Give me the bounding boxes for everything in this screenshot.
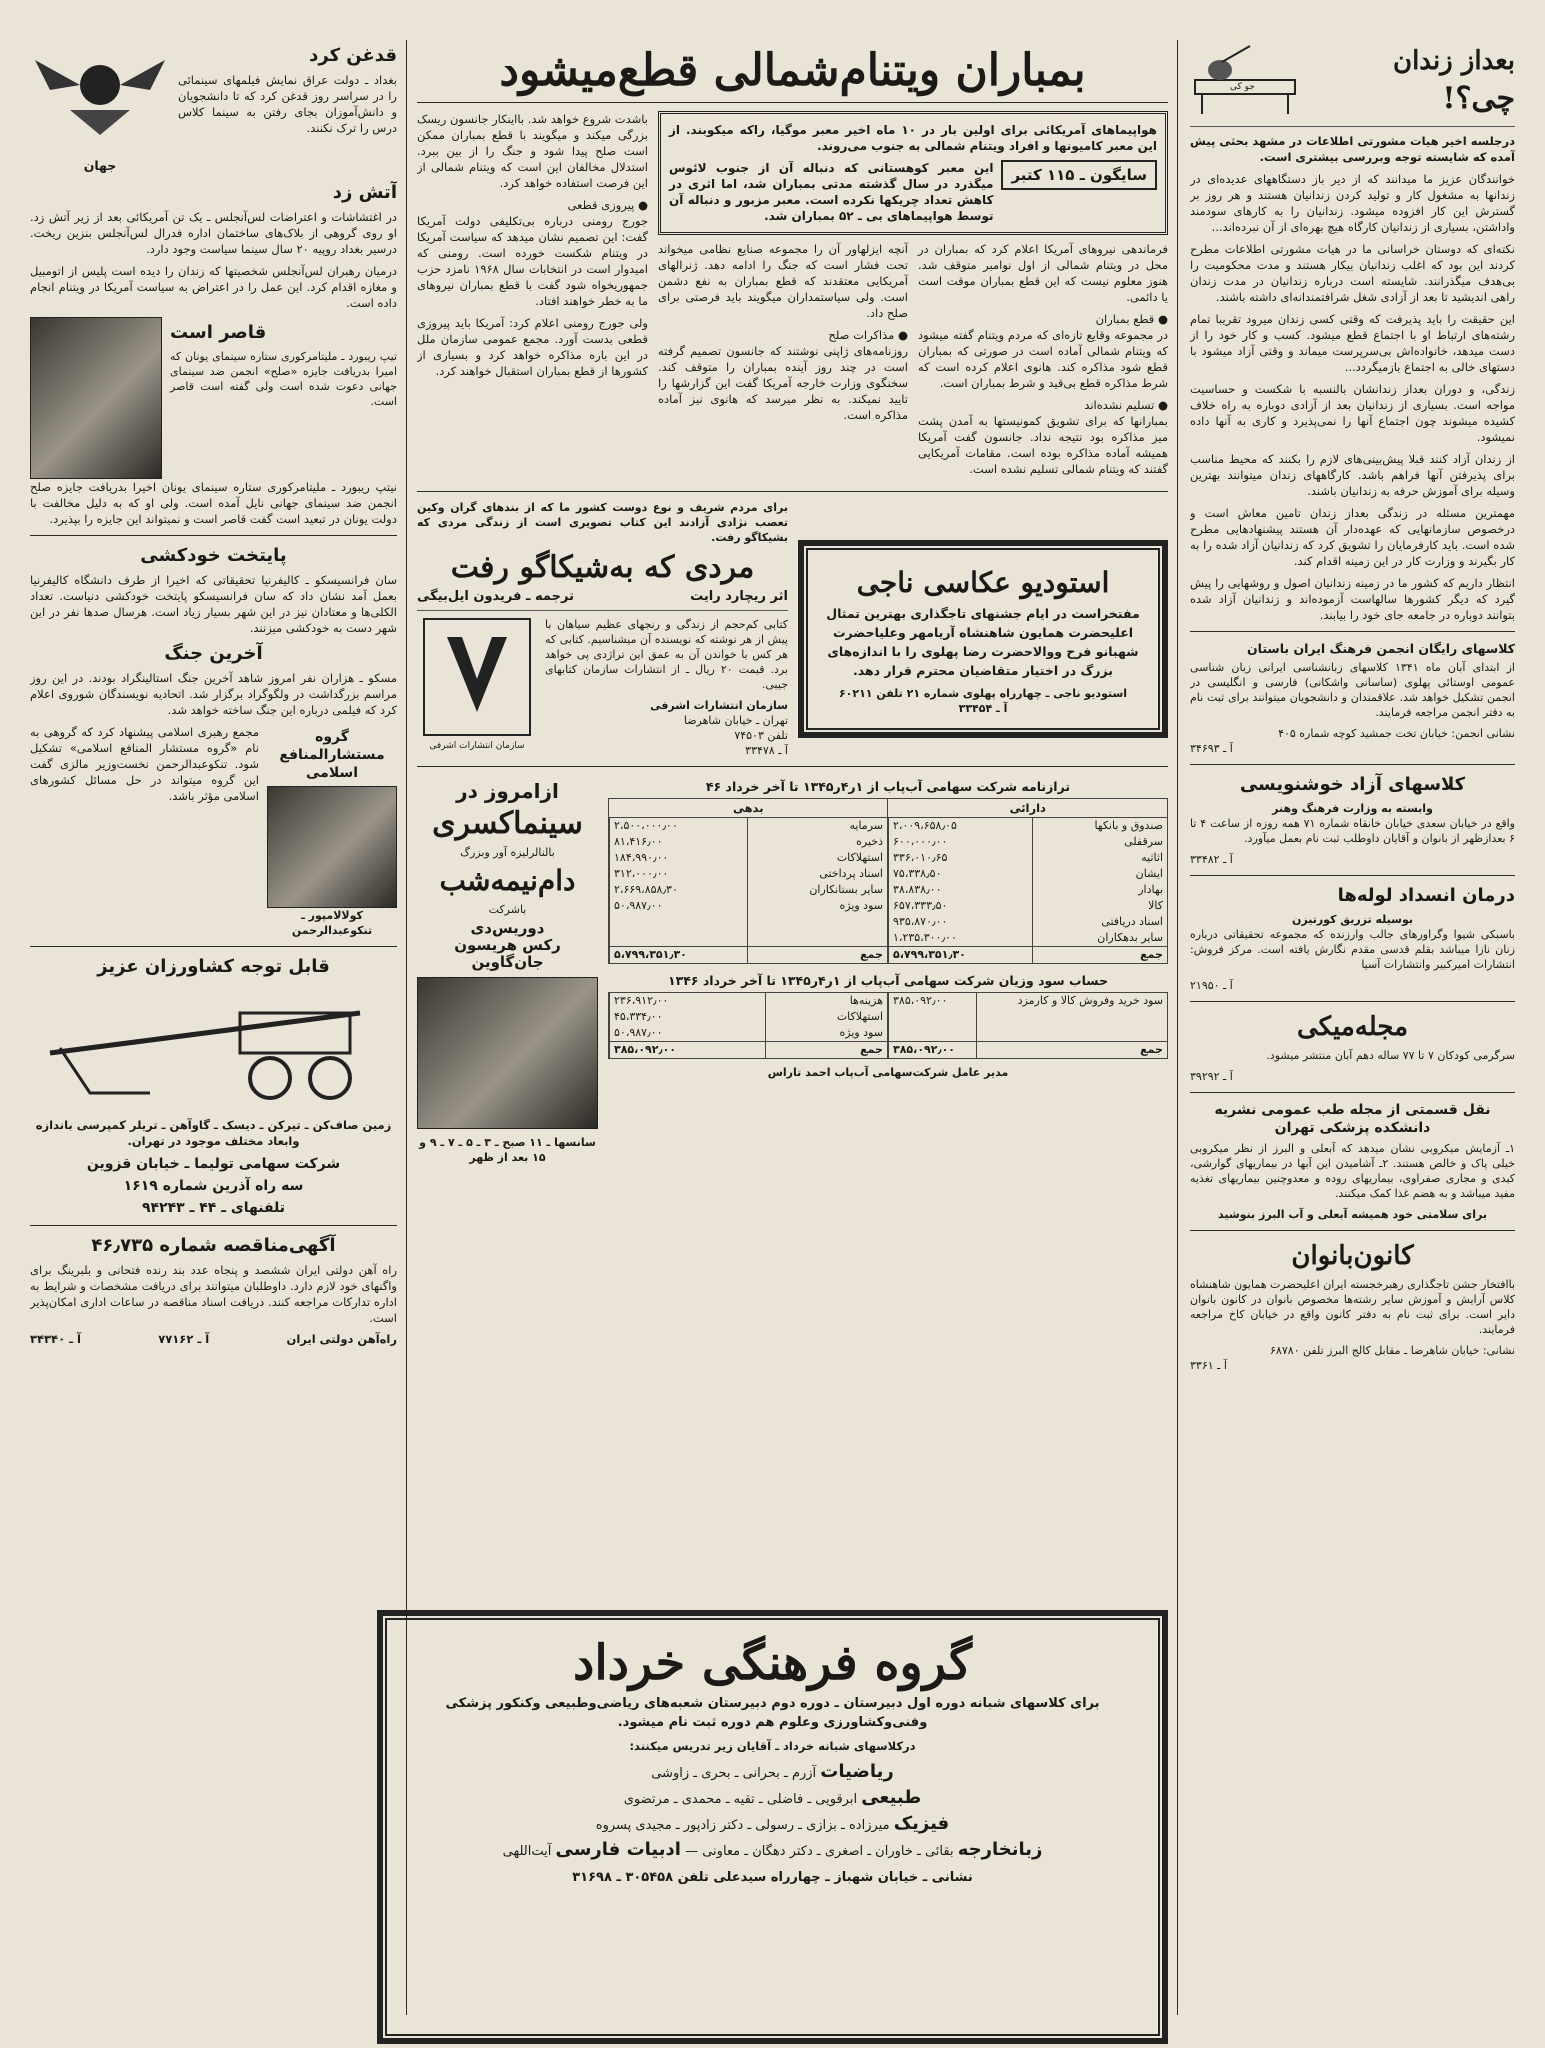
mostashar-body: مجمع رهبری اسلامی پیشنهاد کرد که گروهی به نام «گروه مستشار المنافع اسلامی» تشکیل شود. تنکوعبدالرحمن نخست‌وزیر مالزی گفت این گروه میتواند در حل مسائل کشورهای اسلامی مؤثر باشد. [30,725,259,803]
subject-persian: ادبیات فارسی [555,1839,681,1860]
farhang-title: کلاسهای رایگان انجمن فرهنگ ایران باستان [1246,641,1515,656]
stars-label: باشرکت [488,903,527,916]
khoshnevisi-title: کلاسهای آزاد خوشنویسی [1239,774,1466,795]
khordad-ad: گروه فرهنگی خرداد برای کلاسهای شبانه دوره اول دبیرستان ـ دوره دوم دبیرستان شعبه‌های ریاضی‌وطبیعی وکنکور پزشکی وفنی‌وکشاورزی وعلوم هم دوره ثبت نام میشود. درکلاسهای شبانه خرداد ـ آقایان زیر تدریس میکنند: ریاضیات آزرم ـ بحرانی ـ بحری ـ زاوشی طبیعی ابرقویی ـ فاضلی ـ تقیه ـ محمدی ـ مرتضوی فیزیک میرزاده ـ بزازی ـ رسولی ـ دکتر زادپور ـ مجیدی پسروه زبانخارجه بقائی ـ خاوران ـ اصغری ـ دکتر دهگان ـ معاونی — ادبیات فارسی آیت‌اللهی نشانی ـ خیابان شهباز ـ چهارراه سیدعلی تلفن ۳۰۵۴۵۸ ـ ۳۱۶۹۸ [377,1610,1168,2044]
paytakht-body: سان فرانسیسکو ـ کالیفرنیا تحقیقاتی که اخیرا از طرف دانشگاه کالیفرنیا بعمل آمد نشان داد که سان فرانسیسکو پایتخت خودکشی دنیاست. تعداد الکلی‌ها و معتادان نیز در این شهر بسیار زیاد است. هرسال صدها نفر در این شهر دست به خودکشی میزنند. [30,573,397,635]
pl-title: حساب سود وزیان شرکت سهامی آب‌پاب از ۱ر۴ر۱۳۴۵ تا آخر خرداد ۱۳۴۶ [668,973,1108,988]
balance-credit [609,799,888,963]
khoshnevisi-sub: وابسته به وزارت فرهنگ وهنر [1272,802,1433,815]
subject-math: ریاضیات [820,1761,894,1782]
chicago-publisher: سازمان انتشارات اشرفی [650,699,788,712]
keshavarz-addr: سه راه آذرین شماره ۱۶۱۹ [123,1178,304,1194]
table-row-total: جمع ۵،۷۹۹،۳۵۱٫۳۰ [889,947,1168,964]
zendan-p5: زندگی، و دوران بعداز زندانشان بالنسبه با شکست و حساسیت مواجه است. بسیاری از زندانیان بعد از آزادی دوباره به راه خلاف کشیده میشوند چون اجتماع آنها را نمی‌پذیرد و کاری به آنها داده نمیشود. [1190,382,1515,444]
balance-credit-header: بدهی [610,799,888,818]
chicago-author: اثر ریچارد رایت [690,589,788,604]
zendan-subtitle: چی؟! [1442,81,1515,116]
film-title: دام‌نیمه‌شب [439,864,576,897]
mostashar-title: گروه مستشارالمنافع اسلامی [279,729,385,781]
table-row: صندوق و بانکها ۲،۰۰۹،۶۵۸٫۰۵ [889,818,1168,835]
table-row: سود ویژه ۵۰،۹۸۷٫۰۰ [610,898,888,914]
majale-code: آ ـ ۳۹۲۹۲ [1190,1070,1233,1083]
khoshnevisi-body: واقع در خیابان سعدی خیابان خانقاه شماره ۷۱ همه روزه از ساعت ۴ تا ۶ بعدازظهر از بانوان و آقایان داوطلب ثبت نام بعمل میآورد. [1190,817,1515,845]
news-sidebox [658,111,1168,235]
jang-title: آخرین جنگ [164,643,263,664]
atash-title: آتش زد [332,182,397,203]
balance-debit-header: دارائی [889,799,1168,818]
kanoon-code: آ ـ ۳۳۶۱ [1190,1359,1227,1372]
kanoon-title: کانون‌بانوان [1291,1241,1414,1271]
cinema-name: سینماکسری [432,806,583,841]
balance-debit [888,799,1167,963]
zendan-title: بعداز زندان [1392,46,1515,76]
studio-ad [798,540,1168,738]
film-photo [417,977,598,1129]
keshavarz-body: زمین صاف‌کن ـ تیرکن ـ دیسک ـ گاوآهن ـ تریلر کمپرسی باندازه وابعاد مختلف موجود در تهران. [35,1118,392,1148]
table-row: سرمایه ۲،۵۰۰،۰۰۰٫۰۰ [610,818,888,835]
loole-body: باسبکی شیوا وگراورهای جالب وارزنده که مجموعه تحقیقاتی درباره زنان نازا میباشد بقلم قدسی مقدم نگارش یافته است. مرکز فروش: انتشارات امیرکبیر وانتشارات آسیا [1190,928,1515,971]
zendan-p7: مهمترین مسئله در زندگی بعداز زندان تامین معاش است و درخصوص سازمانهایی که عهده‌دار آن هستند پیشنهادهایی مطرح شده است. باید کارفرمایان را تشویق کرد که زندانیان آزاد شده را به کار بگیرند و وزارت کار در این زمینه اقدام کند. [1190,506,1515,568]
mercouri-photo [30,317,162,479]
loole-sub: بوسیله تزریق کورتیزن [1292,913,1413,926]
table-row: هزینه‌ها ۲۳۶،۹۱۲٫۰۰ [610,993,888,1009]
mostashar-caption: کولالامپور ـ تنکوعبدالرحمن [291,909,373,937]
table-row: اثاثیه ۳۳۶،۰۱۰٫۶۵ [889,850,1168,866]
zendan-p2: خوانندگان عزیز ما میدانند که از دیر باز دستگاههای عدیده‌ای در زندانها به مشغول کار و تولید کردن زندانیان هستند و هر روز بر گسترش این کار افزوده میشود. زندانیان را به کارهای سودمند واداشتن، بسیاری از زندانیان کارگاه هیچ بهره‌ای از آن نبرده‌اند... [1190,172,1515,234]
publisher-logo-icon [422,617,532,737]
left-column [30,40,397,2015]
cinema-ad [417,775,598,1165]
subject-lang: زبانخارجه [957,1839,1043,1860]
table-row: ذخیره ۸۱،۴۱۶٫۰۰ [610,834,888,850]
tebb-body: ۱ـ آزمایش میکروبی نشان میدهد که آبعلی و البرز از نظر میکروبی خیلی پاک و خالص هستند. ۲ـ آشامیدن این آبها در بیماریهای گوارشی، کبدی و مجاری صفراوی، بیماریهای روده و معدوچنین بیماریهای تغذیه مفید میباشد و به هضم غذا کمک میکنند. [1190,1142,1515,1200]
pl-table [608,992,1168,1059]
publisher-logo [417,617,537,758]
logo-text: سازمان انتشارات اشرفی [429,741,525,751]
chicago-body: کتابی کم‌حجم از زندگی و رنجهای عظیم سیاهان با پیش از هر نوشته که نویسنده آن میشناسیم. کتابی که هر کس با خواندن آن به عمق این تراژدی پی خواهد برد. قیمت ۲۰ ریال ـ از انتشارات سازمان کتابهای جیبی. [545,618,788,691]
cinema-l3: بالنالرلیزه آور وبزرگ [460,846,555,859]
table-row: اسناد پرداختی ۳۱۲،۰۰۰٫۰۰ [610,866,888,882]
qaser-body: نیتپ ریبورد ـ ملیتامرکوری ستاره سینمای یونان اخیرا بدریافت جایزه صلح انجمن ضد سینمای جهانی نایل آمده است. ولی او که به دلیل مخالفت با دولت یونان در تبعید است گفت قاصر است و نمیتواند این جایزه را بپذیرد. [30,480,397,526]
loole-title: درمان انسداد لوله‌ها [1337,885,1515,906]
keshavarz-title: قابل توجه کشاورزان عزیز [97,956,330,977]
table-row: سایر بدهکاران ۱،۲۳۵،۳۰۰٫۰۰ [889,930,1168,947]
teachers-physics: میرزاده ـ بزازی ـ رسولی ـ دکتر زادپور ـ مجیدی پسروه [595,1818,890,1833]
sidebox-p2: این معبر کوهستانی که دنباله آن از جنوب لائوس میگذرد در سال گذشته مدتی بمباران شد، اما اثری در کاهش تعداد چریکها نکرده است. معبر مزبور و دنباله آن توسط هواپیماهای بی ـ ۵۲ بمباران شد. [669,161,994,223]
chicago-addr: تهران ـ خیابان شاهرضا [683,714,788,727]
land-leveler-icon [30,983,397,1113]
cinema-l1: ازامروز در [456,779,559,803]
table-row: استهلاکات ۱۸۴،۹۹۰٫۰۰ [610,850,888,866]
zendan-p3: نکته‌ای که دوستان خراسانی ما در هیات مشورتی اطلاعات مطرح کردند این بود که اغلب زندانیان بیکار هستند و مدت محکومیت را بی‌هدف میگذرانند. شایسته است درباره زندانیان در مدت زندان راهی اندیشید تا بعد از آزادی شغل شرافتمندانه‌ای داشته باشند. [1190,242,1515,304]
news-col-7: ● تسلیم نشده‌اند بمبارانها که برای تشویق کمونیستها به آمدن پشت میز مذاکره بود نتیجه نداد. جانسون گفت آمریکا همیشه آماده مذاکره بوده است. مقامات آمریکایی گفتند که ویتنام شمالی تسلیم نشده است. [918,398,1168,476]
studio-code: آ ـ ۳۳۴۵۴ [958,702,1008,715]
chicago-translator: ترجمه ـ فریدون ایل‌بیگی [417,589,574,604]
zendan-p4: این حقیقت را باید پذیرفت که وقتی کسی زندان میرود تقریبا تمام رشته‌های ارتباط او با اجتماع قطع میشود. کسب و کار خود را از دست میدهد، خانواده‌اش بی‌سرپرست میماند و وقتی آزاد میشود با دستهای خالی به اجتماع بازمیگردد... [1190,312,1515,374]
studio-addr: استودیو ناجی ـ چهارراه پهلوی شماره ۲۱ تلفن ۶۰۲۱۱ [838,687,1128,700]
table-row: اسناد دریافتی ۹۳۵،۸۷۰٫۰۰ [889,914,1168,930]
khordad-l2: درکلاسهای شبانه خرداد ـ آقایان زیر تدریس میکنند: [629,1739,916,1753]
qaser-title: قاصر است [170,322,267,343]
jang-body: مسکو ـ هزاران نفر امروز شاهد آخرین جنگ استالینگراد بودند. در این روز مراسم بزرگداشت در ولگوگراد برگزار شد. اتحادیه نویسندگان شوروی اعلام کرد که فیلمی درباره این جنگ ساخته خواهد شد. [30,671,397,717]
farhang-body: از ابتدای آبان ماه ۱۳۴۱ کلاسهای زبانشناسی ایرانی زبان شناسی عمومی اوستائی پهلوی (ساسانی واشکانی) فارسی و انگلیسی در انجمن تشکیل خواهد شد. علاقمندان و دانشجویان میتوانند برای ثبت نام به دفتر انجمن مراجعه فرمایند. [1190,661,1515,719]
balance-table [608,798,1168,964]
qadaghan-title: قدغن کرد [309,45,397,66]
monaqese-code: آ ـ ۳۴۳۴۰ [30,1332,81,1346]
news-col-0: باشدت شروع خواهد شد. بااینکار جانسون ریسک بزرگی میکند و میگویند با قطع بمباران ممکن است صلح پیدا شود و جنگ را از بین ببرد. استدلال مخالفان این است که ویتنام شمالی از این فرصت استفاده خواهد کرد. [417,112,648,190]
zendan-p8: انتظار داریم که کشور ما در زمینه زندانیان اصول و روشهایی را پیش گیرد که دیگر کشورها سالهاست آزموده‌اند و زندانیان آزاد شده بتوانند دوباره در جامعه جای خود را بیابند. [1190,576,1515,622]
table-row: سود خرید وفروش کالا و کارمزد ۳۸۵،۰۹۲٫۰۰ [889,993,1168,1009]
teachers-lang: بقائی ـ خاوران ـ اصغری ـ دکتر دهگان ـ معاونی [702,1844,954,1859]
cinema-times: سانسها ـ ۱۱ صبح ـ ۳ ـ ۵ ـ ۷ ـ ۹ و ۱۵ بعد از ظهر [419,1136,596,1164]
pl-signed: مدیر عامل شرکت‌سهامی آب‌پاب احمد تاراس [767,1066,1009,1079]
tebb-slogan: برای سلامتی خود همیشه آبعلی و آب البرز بنوشید [1217,1208,1488,1221]
table-row: سود ویژه ۵۰،۹۸۷٫۰۰ [610,1025,888,1042]
farhang-addr: نشانی انجمن: خیابان تخت جمشید کوچه شماره ۴۰۵ [1278,727,1515,740]
zendan-p6: از زندان آزاد کنند قبلا پیش‌بینی‌های لازم را بکنند که محیط مناسب برای پذیرفتن آنها فراهم باشد. کارگاههای زندان میتوانند بهترین وسیله برای آموزش حرفه به زندانیان باشند. [1190,452,1515,498]
table-row: سایر بستانکاران ۲،۶۶۹،۸۵۸٫۳۰ [610,882,888,898]
table-row: سرقفلی ۶۰۰،۰۰۰٫۰۰ [889,834,1168,850]
khordad-addr: نشانی ـ خیابان شهباز ـ چهارراه سیدعلی تلفن ۳۰۵۴۵۸ ـ ۳۱۶۹۸ [572,1870,973,1885]
keshavarz-phone: تلفنهای ـ ۴۴ ـ ۹۴۲۴۳ [141,1200,285,1216]
chicago-code: آ ـ ۳۳۴۷۸ [745,744,788,757]
monaqese-sign: راه‌آهن دولتی ایران [286,1332,397,1346]
teachers-bio: ابرقویی ـ فاضلی ـ تقیه ـ محمدی ـ مرتضوی [623,1792,858,1807]
financial-section [608,775,1168,1165]
qaser-caption: تیپ ریبورد ـ ملیتامرکوری ستاره سینمای یونان که امیرا بدریافت جایزه «صلح» انجمن ضد سینمای جهانی دعوت شده است ولی گفته است قاصر است. [170,350,397,408]
majale-body: سرگرمی کودکان ۷ تا ۷۷ ساله دهم آبان منتشر میشود. [1266,1049,1515,1062]
khordad-l1: برای کلاسهای شبانه دوره اول دبیرستان ـ دوره دوم دبیرستان شعبه‌های ریاضی‌وطبیعی وکنکور پزشکی وفنی‌وکشاورزی وعلوم هم دوره ثبت نام میشود. [445,1696,1100,1730]
studio-ad-area [798,500,1168,758]
sidebox-dateline: سایگون ـ ۱۱۵ کتبر [1001,160,1157,190]
table-row: ایشان ۷۵،۳۳۸٫۵۰ [889,866,1168,882]
column-rule [1177,40,1178,2015]
majale-title: مجله‌میکی [1296,1012,1409,1042]
chicago-intro: برای مردم شریف و نوع دوست کشور ما که از بندهای گران وکین تعصب نژادی آزادند این کتاب تصویری است از زندگی مردی که بشیکاگو رفت. [417,501,788,544]
tebb-title: نقل قسمتی از مجله طب عمومی نشریه دانشکده پزشکی تهران [1214,1102,1491,1136]
main-headline: بمباران ویتنام‌شمالی قطع‌میشود [499,45,1086,96]
table-row: بهادار ۳۸،۸۳۸٫۰۰ [889,882,1168,898]
table-row-total: جمع ۵،۷۹۹،۳۵۱٫۳۰ [610,947,888,964]
chicago-ad [417,500,788,758]
sidebox-p1: هواپیماهای آمریکائی برای اولین بار در ۱۰ ماه اخیر معبر موگیا، راکه میکوبند. از این معبر کامیونها و افراد ویتنام شمالی به جنوب می‌روند. [669,123,1158,153]
table-row: کالا ۶۵۷،۳۳۳٫۵۰ [889,898,1168,914]
chicago-title: مردی که به‌شیکاگو رفت [450,550,755,585]
news-col-1: ● پیروزی قطعی جورج رومنی درباره بی‌تکلیفی دولت آمریکا گفت: این تصمیم نشان میدهد که سیاست آمریکا در ویتنام شکست خورده است. رومنی که امیدوار است در انتخابات سال ۱۹۶۸ نامزد حزب جمهوریخواه شود گفت با قطع بمباران نیروهای ما به خطر خواهند افتاد. [417,198,648,308]
atash-body: در اغتشاشات و اعتراضات لس‌آنجلس ـ یک تن آمریکائی بعد از زیر آتش زد. او روی گروهی از بلاک‌های ساختمان اداره فدرال لس‌آنجلس بنزین ریخت. درسیر بغداد روپیه ۲۰ سال سینما سیاست وجود دارد. [30,210,397,256]
emblem-caption: جهان [83,158,117,173]
tunku-photo [267,786,397,908]
studio-title: استودیو عکاسی ناجی [856,566,1110,599]
khordad-title: گروه فرهنگی خرداد [572,1635,973,1691]
loole-code: آ ـ ۲۱۹۵۰ [1190,979,1233,992]
qadaghan-body: بغداد ـ دولت عراق نمایش فیلمهای سینمائی را در سراسر روز قدغن کرد که تا دانشجویان و دانش‌آموزان بجای رفتن به سینما کلاس درس را ترک نکنند. [178,73,397,135]
zendan-p1: درجلسه اخیر هیات مشورتی اطلاعات در مشهد بحثی پیش آمده که شایسته توجه وبررسی بیشتری است. [1190,134,1515,164]
table-row-total: جمع ۳۸۵،۰۹۲٫۰۰ [610,1042,888,1059]
news-col-4: آنچه ایزلهاور آن را مجموعه صنایع نظامی میخواند تحت فشار است که جنگ را ادامه دهد. ژنرالهای آمریکایی معتقدند که قطع بمباران به نفع دشمن است. ولی سیاستمداران میگویند باید فرصتی برای صلح داد. [658,242,908,320]
zendan-illustration [1190,40,1300,120]
subject-bio: طبیعی [861,1787,922,1808]
table-row: استهلاکات ۴۵،۳۳۴٫۰۰ [610,1009,888,1025]
table-row-total: جمع ۳۸۵،۰۹۲٫۰۰ [889,1042,1168,1059]
atash-more: درمیان رهبران لس‌آنجلس شخصیتها که زندان را دیده است پلیس از اتومبیل و مغازه اقدام کرد. این عمل را در اعتراض به سیاست آمریکا در ویتنام انجام داده است. [30,264,397,310]
paytakht-title: پایتخت خودکشی [140,545,287,566]
balance-title: ترازنامه شرکت سهامی آب‌پاب از ۱ر۴ر۱۳۴۵ تا آخر خرداد ۴۶ [705,779,1071,794]
film-stars: دوریس‌دی رکس هریسون جان‌گاوین [454,919,561,971]
monaqese-sign2: آ ـ ۷۷۱۶۲ [158,1332,210,1346]
right-column [1190,40,1515,2015]
teachers-math: آزرم ـ بحرانی ـ بحری ـ زاوشی [651,1766,817,1781]
monaqese-title: آگهی‌مناقصه شماره ۴۶٫۷۳۵ [91,1235,336,1256]
farhang-code: آ ـ ۳۴۶۹۳ [1190,742,1233,755]
khoshnevisi-code: آ ـ ۳۳۴۸۲ [1190,853,1233,866]
globe-emblem-icon [30,40,170,150]
kanoon-addr: نشانی: خیابان شاهرضا ـ مقابل کالج البرز تلفن ۶۸۷۸۰ [1270,1344,1515,1357]
subject-physics: فیزیک [893,1813,950,1834]
studio-body: مفتخراست در ایام جشنهای تاجگذاری بهترین تمثال اعلیحضرت همایون شاهنشاه آریامهر وعلیاحضرت شهبانو فرح ووالاحضرت رضا پهلوی را با اندازه‌های بزرگ در اختیار متقاضیان محترم قرار دهد. [826,606,1140,678]
news-col-2: ولی جورج رومنی اعلام کرد: آمریکا باید پیروزی قطعی بدست آورد. مجمع عمومی سازمان ملل در این باره مذاکره خواهد کرد و بسیاری از کشورها از قطع بمباران استقبال خواهند کرد. [417,316,648,378]
chicago-phone: تلفن ۷۴۵۰۳ [734,729,788,742]
jahan-emblem [30,40,170,177]
news-col-6: ● قطع بمباران در مجموعه وقایع تازه‌ای که مردم ویتنام گفته میشود که ویتنام شمالی آماده است در صورتی که بمباران قطع شود مذاکره کند. هانوی اعلام کرده است که شرط مذاکره قطع بی‌قید و شرط بمباران است. [918,312,1168,390]
newspaper-page [30,40,1515,2015]
news-col-5: فرماندهی نیروهای آمریکا اعلام کرد که بمباران در محل در ویتنام شمالی از اول نوامبر متوقف شد. هنوز معلوم نیست که این قطع بمباران موقت است یا دائمی. [918,242,1168,304]
monaqese-body: راه آهن دولتی ایران ششصد و پنجاه عدد بند رنده فتحانی و بلبرینگ برای واگنهای خود لازم دارد. داوطلبان میتوانند برای دریافت مشخصات و شرایط به اداره تدارکات مراجعه کنند. دریافت اسناد مناقصه در ساعات اداری امکان‌پذیر است. [30,1263,397,1325]
news-col-3: ● مذاکرات صلح روزنامه‌های ژاپنی نوشتند که جانسون تصمیم گرفته است در چند روز آینده بمباران را متوقف کند. سخنگوی وزارت خارجه آمریکا گفت این گزارشها را تایید نمیکند. به نظر میرسد که هانوی نیز آماده مذاکره است. [658,328,908,422]
illustration-caption: جو کی [1230,82,1255,92]
kanoon-body: باافتخار جشن تاجگذاری رهبرخجسته ایران اعلیحضرت همایون شاهنشاه کلاس آرایش و آموزش سایر رشته‌ها مخصوص بانوان در کانون بانوان دایر است. برای ثبت نام به دفتر کانون واقع در خیابان کاخ مراجعه فرمایند. [1190,1278,1515,1336]
keshavarz-company: شرکت سهامی تولیما ـ خیابان قزوین [86,1156,341,1172]
teachers-persian: آیت‌اللهی [502,1844,552,1859]
